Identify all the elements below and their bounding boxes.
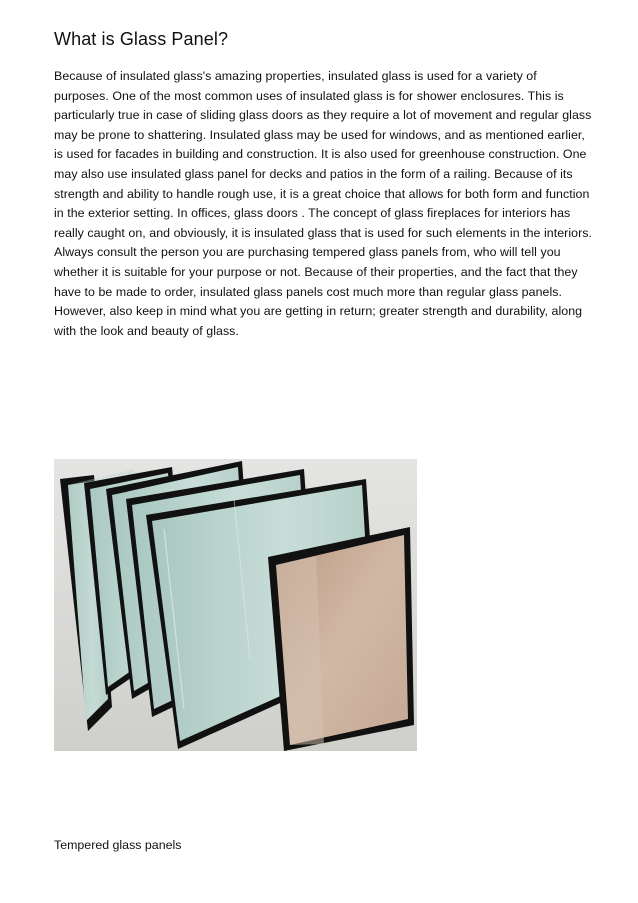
page-title: What is Glass Panel? bbox=[54, 29, 229, 49]
body-paragraph: Because of insulated glass's amazing properties, insulated glass is used for a variety of purposes. One of the most common uses of insulated glass is for shower enclosures. This is particularly true in case of sliding glass doors as they require a lot of movement and regular glass may be prone to shattering. Insulated glass may be used for windows, and as mentioned earlier, is used for facades in building and construction. It is also used for greenhouse construction. One may also use insulated glass panel for decks and patios in the form of a railing. Because of its strength and ability to handle rough use, it is a great choice that allows for both form and function in the exterior setting. In offices, glass doors . The concept of glass fireplaces for interiors has really caught on, and obviously, it is insulated glass that is used for such elements in the interiors. Always consult the person you are purchasing tempered glass panels from, who will tell you whether it is suitable for your purpose or not. Because of their properties, and the fact that they have to be made to order, insulated glass panels cost much more than regular glass panels. However, also keep in mind what you are getting in return; greater strength and durability, along with the look and beauty of glass. bbox=[54, 69, 592, 338]
image-caption: Tempered glass panels bbox=[54, 838, 182, 852]
glass-panels-photo bbox=[54, 459, 417, 751]
